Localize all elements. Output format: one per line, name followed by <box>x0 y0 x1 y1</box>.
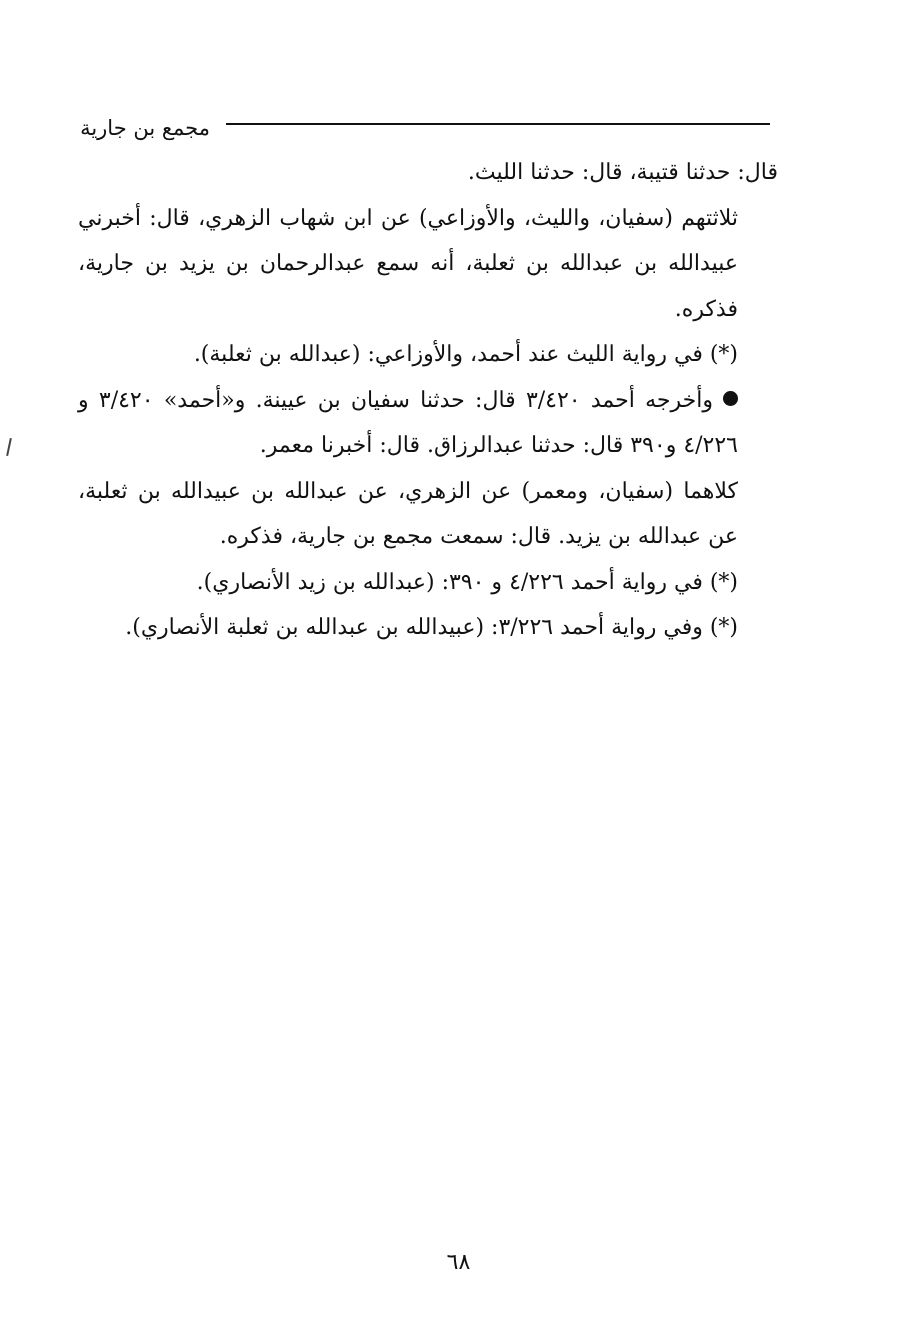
note-ahmad-4-226: (*) في رواية أحمد ٤/٢٢٦ و ٣٩٠: (عبدالله بن زيد الأنصاري). <box>196 569 738 595</box>
takhrij-text: وأخرجه أحمد ٣/٤٢٠ قال: حدثنا سفيان بن عيينة. و«أحمد» ٣/٤٢٠ و ٤/٢٢٦ و٣٩٠ قال: حدثنا عبدالرزاق. قال: أخبرنا معمر. <box>78 387 738 458</box>
note-layth-awzai: (*) في رواية الليث عند أحمد، والأوزاعي: (عبدالله بن ثعلبة). <box>193 342 738 367</box>
running-title: مجمع بن جارية <box>80 116 210 140</box>
paragraph-both-narrators: كلاهما (سفيان، ومعمر) عن الزهري، عن عبدالله بن عبيدالله بن ثعلبة، عن عبدالله بن يزيد. قال: سمعت مجمع بن جارية، فذكره. <box>78 478 738 549</box>
body-text <box>78 150 778 651</box>
bullet-icon <box>723 391 738 406</box>
margin-mark <box>6 438 12 456</box>
page-number: ٦٨ <box>446 1250 471 1275</box>
running-header <box>80 108 770 148</box>
paragraph-isnad-continuation: قال: حدثنا قتيبة، قال: حدثنا الليث. <box>467 160 778 185</box>
header-rule <box>226 123 770 125</box>
paragraph-takhrij <box>78 378 778 469</box>
paragraph-three-narrators: ثلاثتهم (سفيان، والليث، والأوزاعي) عن ابن شهاب الزهري، قال: أخبرني عبيدالله بن عبدالله بن ثعلبة، أنه سمع عبدالرحمان بن يزيد بن جارية، فذكره. <box>78 205 738 322</box>
note-ahmad-3-226: (*) وفي رواية أحمد ٣/٢٢٦: (عبيدالله بن عبدالله بن ثعلبة الأنصاري). <box>125 615 738 640</box>
